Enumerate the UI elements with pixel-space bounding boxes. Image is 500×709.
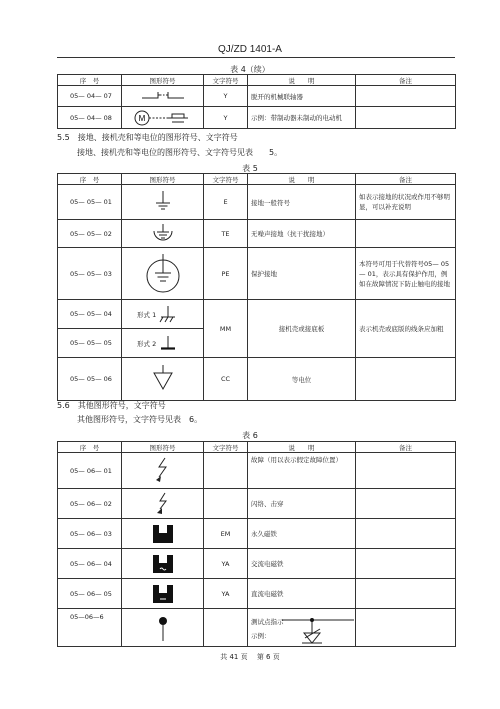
table-row [58, 300, 456, 329]
row-note [356, 453, 456, 489]
row-desc-cell [248, 609, 356, 647]
test-point-example-icon [282, 611, 354, 645]
col-desc: 说 明 [248, 442, 356, 453]
row-num: 05— 06— 01 [58, 453, 122, 489]
page-footer: 共 41 页 第 6 页 [220, 653, 280, 661]
col-symbol: 图形符号 [122, 75, 204, 86]
section-5-5-title: 5.5 接地、接机壳和等电位的图形符号、文字符号 [57, 133, 238, 142]
row-letter [204, 609, 248, 647]
table-row [58, 185, 456, 220]
col-desc: 说 明 [248, 75, 356, 86]
table-row [58, 489, 456, 519]
row-desc: 闪络、击穿 [248, 489, 356, 519]
col-note: 备注 [356, 174, 456, 185]
row-letter: Y [204, 86, 248, 107]
row-desc: 测试点指示 [251, 618, 284, 626]
row-num: 05— 06— 04 [58, 549, 122, 579]
row-note [356, 579, 456, 609]
section-5-6-text: 其他图形符号，文字符号见表 [77, 415, 181, 424]
frame-form2-icon [122, 329, 204, 358]
col-num: 序 号 [58, 174, 122, 185]
table4 [57, 74, 456, 129]
table-row [58, 549, 456, 579]
section-5-6-title: 5.6 其他图形符号，文字符号 [57, 401, 166, 410]
header-rule [57, 57, 455, 58]
table5-header-row [58, 174, 456, 185]
noiseless-earth-icon [122, 220, 204, 248]
test-point-icon [122, 609, 204, 647]
table5-caption: 表 5 [242, 164, 258, 173]
row-letter: YA [204, 549, 248, 579]
section-5-5-body [77, 147, 282, 158]
row-num: 05— 05— 01 [58, 185, 122, 220]
row-note [356, 220, 456, 248]
row-desc: 直流电磁铁 [248, 579, 356, 609]
row-note: 如表示接地的状况或作用不够明显，可以补充说明 [356, 185, 456, 220]
row-num: 05— 05— 02 [58, 220, 122, 248]
row-desc: 示例：带制动器未制动的电动机 [248, 107, 356, 129]
table-row [58, 358, 456, 401]
equipotential-icon [122, 358, 204, 401]
row-desc: 永久磁铁 [248, 519, 356, 549]
col-symbol: 图形符号 [122, 174, 204, 185]
row-letter: E [204, 185, 248, 220]
row-letter: PE [204, 248, 248, 300]
row-letter: YA [204, 579, 248, 609]
permanent-magnet-icon [122, 519, 204, 549]
table4-header-row [58, 75, 456, 86]
col-letter: 文字符号 [204, 75, 248, 86]
dc-electromagnet-icon [122, 579, 204, 609]
table-row [58, 453, 456, 489]
table5 [57, 173, 456, 401]
fault-arrow-icon [122, 453, 204, 489]
merged-letter: MM [204, 300, 248, 358]
table-row [58, 579, 456, 609]
row-letter: TE [204, 220, 248, 248]
col-letter: 文字符号 [204, 174, 248, 185]
row-desc: 无噪声接地（抗干扰接地） [248, 220, 356, 248]
row-letter: Y [204, 107, 248, 129]
coupling-disengaged-icon [122, 86, 204, 107]
row-num: 05— 04— 07 [58, 86, 122, 107]
motor-label: M [138, 113, 145, 123]
form-label: 形式 1 [137, 310, 157, 319]
row-letter [204, 489, 248, 519]
row-letter: CC [204, 358, 248, 401]
row-note [356, 107, 456, 129]
protective-earth-icon [122, 248, 204, 300]
table-row [58, 609, 456, 647]
row-num: 05—06—6 [58, 609, 122, 647]
col-letter: 文字符号 [204, 442, 248, 453]
ac-electromagnet-icon [122, 549, 204, 579]
row-desc: 交流电磁铁 [248, 549, 356, 579]
document-code: QJ/ZD 1401-A [218, 44, 282, 55]
table-row [58, 220, 456, 248]
table6-header-row [58, 442, 456, 453]
row-note [356, 609, 456, 647]
section-5-6-body [77, 414, 202, 425]
row-num: 05— 05— 06 [58, 358, 122, 401]
row-num: 05— 05— 05 [58, 329, 122, 358]
col-note: 备注 [356, 75, 456, 86]
table5-ref: 5。 [269, 148, 283, 157]
row-letter [204, 453, 248, 489]
table6-ref: 6。 [189, 415, 203, 424]
row-num: 05— 05— 04 [58, 300, 122, 329]
row-desc: 保护接地 [248, 248, 356, 300]
col-note: 备注 [356, 442, 456, 453]
table6-caption: 表 6 [242, 431, 258, 440]
row-desc: 等电位 [248, 358, 356, 401]
row-note [356, 86, 456, 107]
row-desc: 脱开的机械联轴器 [248, 86, 356, 107]
row-num: 05— 05— 03 [58, 248, 122, 300]
row-note: 本符号可用于代替符号05— 05— 01，表示具有保护作用，例如在故障情况下防止触电的接地 [356, 248, 456, 300]
row-note [356, 358, 456, 401]
row-num: 05— 06— 03 [58, 519, 122, 549]
frame-form1-icon [122, 300, 204, 329]
row-num: 05— 06— 05 [58, 579, 122, 609]
table-row [58, 107, 456, 129]
row-note [356, 519, 456, 549]
motor-with-brake-icon [122, 107, 204, 129]
merged-desc: 接机壳或接底板 [248, 300, 356, 358]
section-5-5-text: 接地、接机壳和等电位的图形符号、文字符号见表 [77, 148, 253, 157]
flashover-icon [122, 489, 204, 519]
table-row [58, 519, 456, 549]
table6 [57, 441, 456, 647]
table-row [58, 248, 456, 300]
row-num: 05— 04— 08 [58, 107, 122, 129]
row-desc: 故障（用以表示假定故障位置） [248, 453, 356, 489]
col-symbol: 图形符号 [122, 442, 204, 453]
row-note [356, 549, 456, 579]
row-num: 05— 06— 02 [58, 489, 122, 519]
col-num: 序 号 [58, 75, 122, 86]
col-desc: 说 明 [248, 174, 356, 185]
table4-caption: 表 4（续） [230, 65, 270, 74]
row-note [356, 489, 456, 519]
col-num: 序 号 [58, 442, 122, 453]
table-row [58, 86, 456, 107]
row-desc-example: 示例： [251, 632, 271, 640]
earth-general-icon [122, 185, 204, 220]
merged-note: 表示机壳或底版的线条应加粗 [356, 300, 456, 358]
form-label: 形式 2 [137, 339, 157, 348]
row-letter: EM [204, 519, 248, 549]
row-desc: 接地一般符号 [248, 185, 356, 220]
